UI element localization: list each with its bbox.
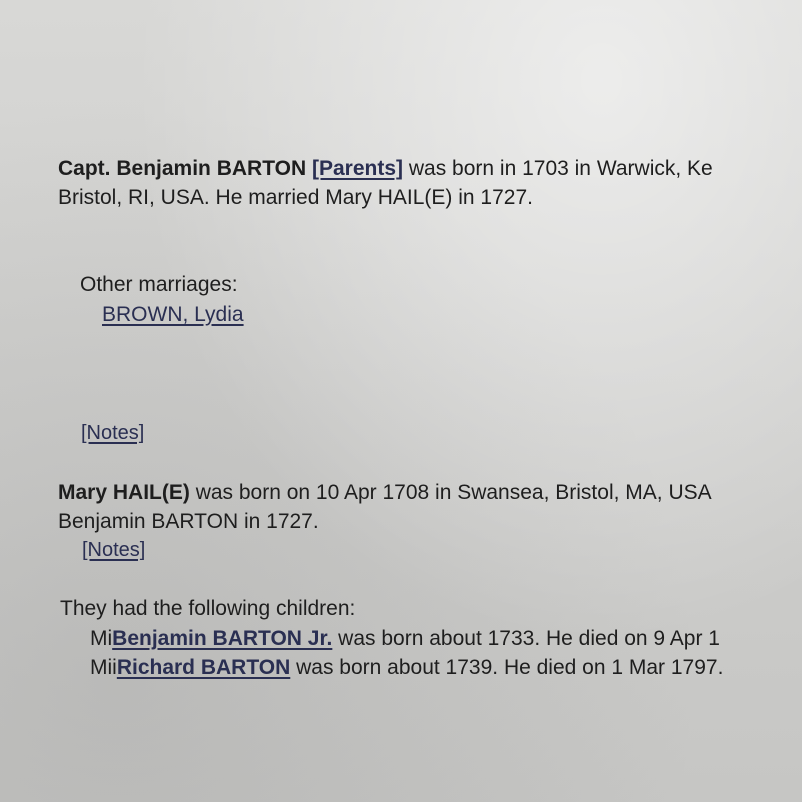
person1-prefix: Capt. [58, 157, 117, 180]
person1-line1 [58, 157, 713, 181]
child-link-richard-barton[interactable]: Richard BARTON [116, 656, 291, 679]
other-marriages-label: Other marriages: [80, 273, 238, 296]
person2-birth-text: was born on 10 Apr 1708 in Swansea, Bristol, MA, USA [189, 481, 712, 504]
parents-link[interactable]: [Parents] [312, 157, 404, 180]
person2-name: Mary HAIL(E) [58, 481, 190, 504]
person2-line2: Benjamin BARTON in 1727. [58, 510, 319, 533]
notes-link-2[interactable]: [Notes] [82, 539, 146, 561]
child-numeral: Mii [90, 656, 117, 679]
spouse-link-brown-lydia[interactable]: BROWN, Lydia [102, 303, 244, 326]
children-intro: They had the following children: [60, 597, 356, 620]
child-detail: was born about 1733. He died on 9 Apr 1 [332, 627, 720, 650]
notes-row-1 [81, 421, 144, 445]
child-detail: was born about 1739. He died on 1 Mar 1797. [290, 656, 724, 679]
notes-link-1[interactable]: [Notes] [81, 422, 145, 444]
person1-birth-text: was born in 1703 in Warwick, Ke [403, 157, 713, 180]
notes-row-2 [82, 538, 145, 562]
other-marriages-item [102, 303, 244, 327]
child-numeral: Mi [90, 627, 113, 650]
child-link-benjamin-barton-jr[interactable]: Benjamin BARTON Jr. [112, 627, 333, 650]
person1-line2: Bristol, RI, USA. He married Mary HAIL(E) in 1727. [58, 186, 533, 209]
person1-name: Benjamin BARTON [116, 157, 307, 180]
child-row-1 [90, 627, 720, 651]
person2-line1 [58, 481, 712, 505]
child-row-2 [90, 656, 723, 680]
